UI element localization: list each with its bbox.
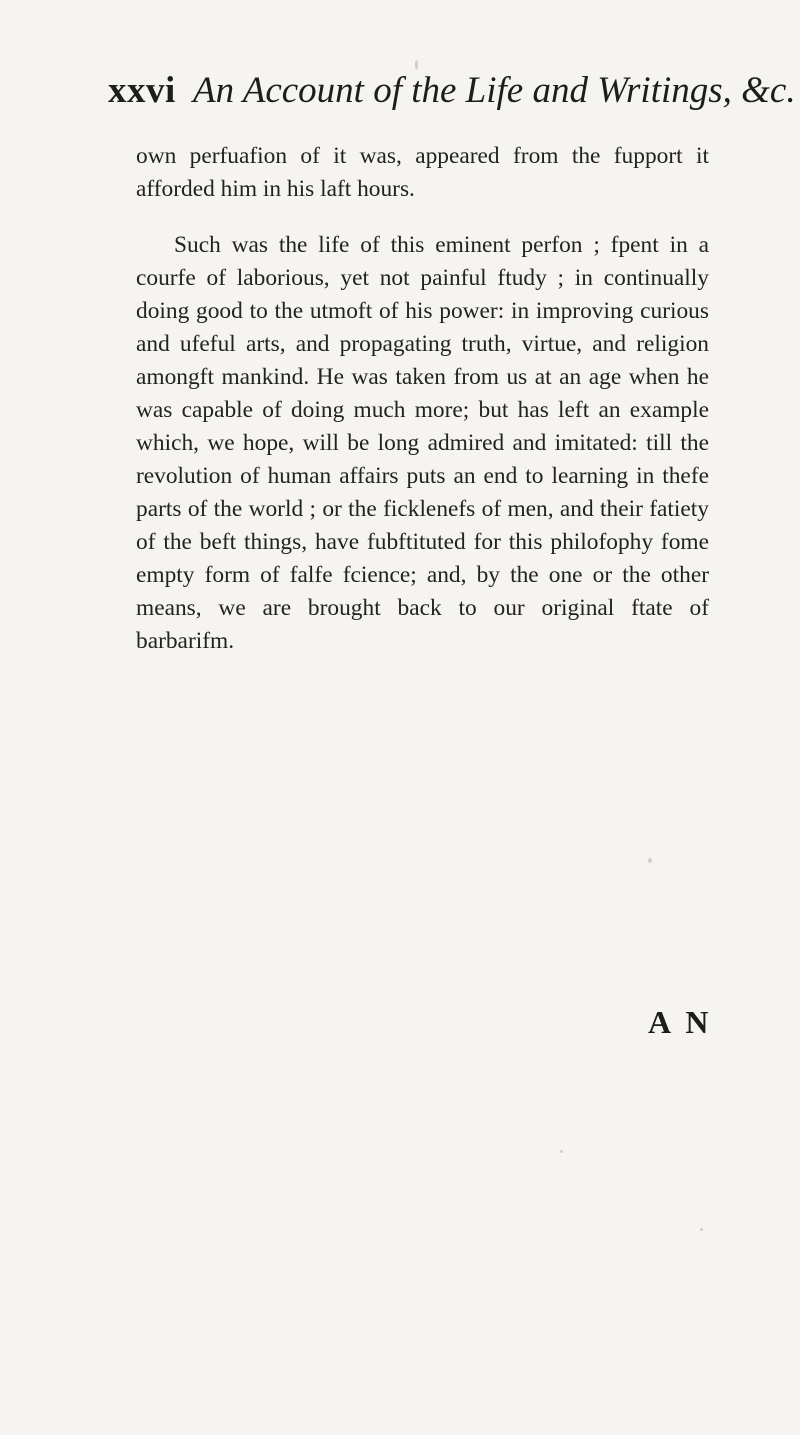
body-text: [136, 140, 709, 658]
catchword: A N: [648, 1004, 713, 1040]
paper-speck: [648, 858, 652, 863]
paragraph-continuation: own perfuafion of it was, appeared from the fupport it afforded him in his laft hours.: [136, 143, 709, 202]
paragraph-main: Such was the life of this eminent perfon ; fpent in a courfe of laborious, yet not painful ftudy ; in continually doing good to the utmoft of his power: in improving curious and ufeful arts, and propagating truth, virtue, and religion amongft mankind. He was taken from us at an age when he was capable of doing much more; but has left an example which, we hope, will be long admired and imitated: till the revolution of human affairs puts an end to learning in thefe parts of the world ; or the ficklenefs of men, and their fatiety of the beft things, have fubftituted for this philofophy fome empty form of falfe fcience; and, by the one or the other means, we are brought back to our original ftate of barbarifm.: [136, 232, 709, 654]
paper-speck: [560, 1150, 563, 1153]
running-title: An Account of the Life and Writings, &c.: [193, 70, 796, 111]
page-number: xxvi: [108, 70, 176, 111]
running-header: [108, 68, 796, 114]
paper-speck: [700, 1228, 703, 1231]
paper-speck: [415, 60, 418, 70]
